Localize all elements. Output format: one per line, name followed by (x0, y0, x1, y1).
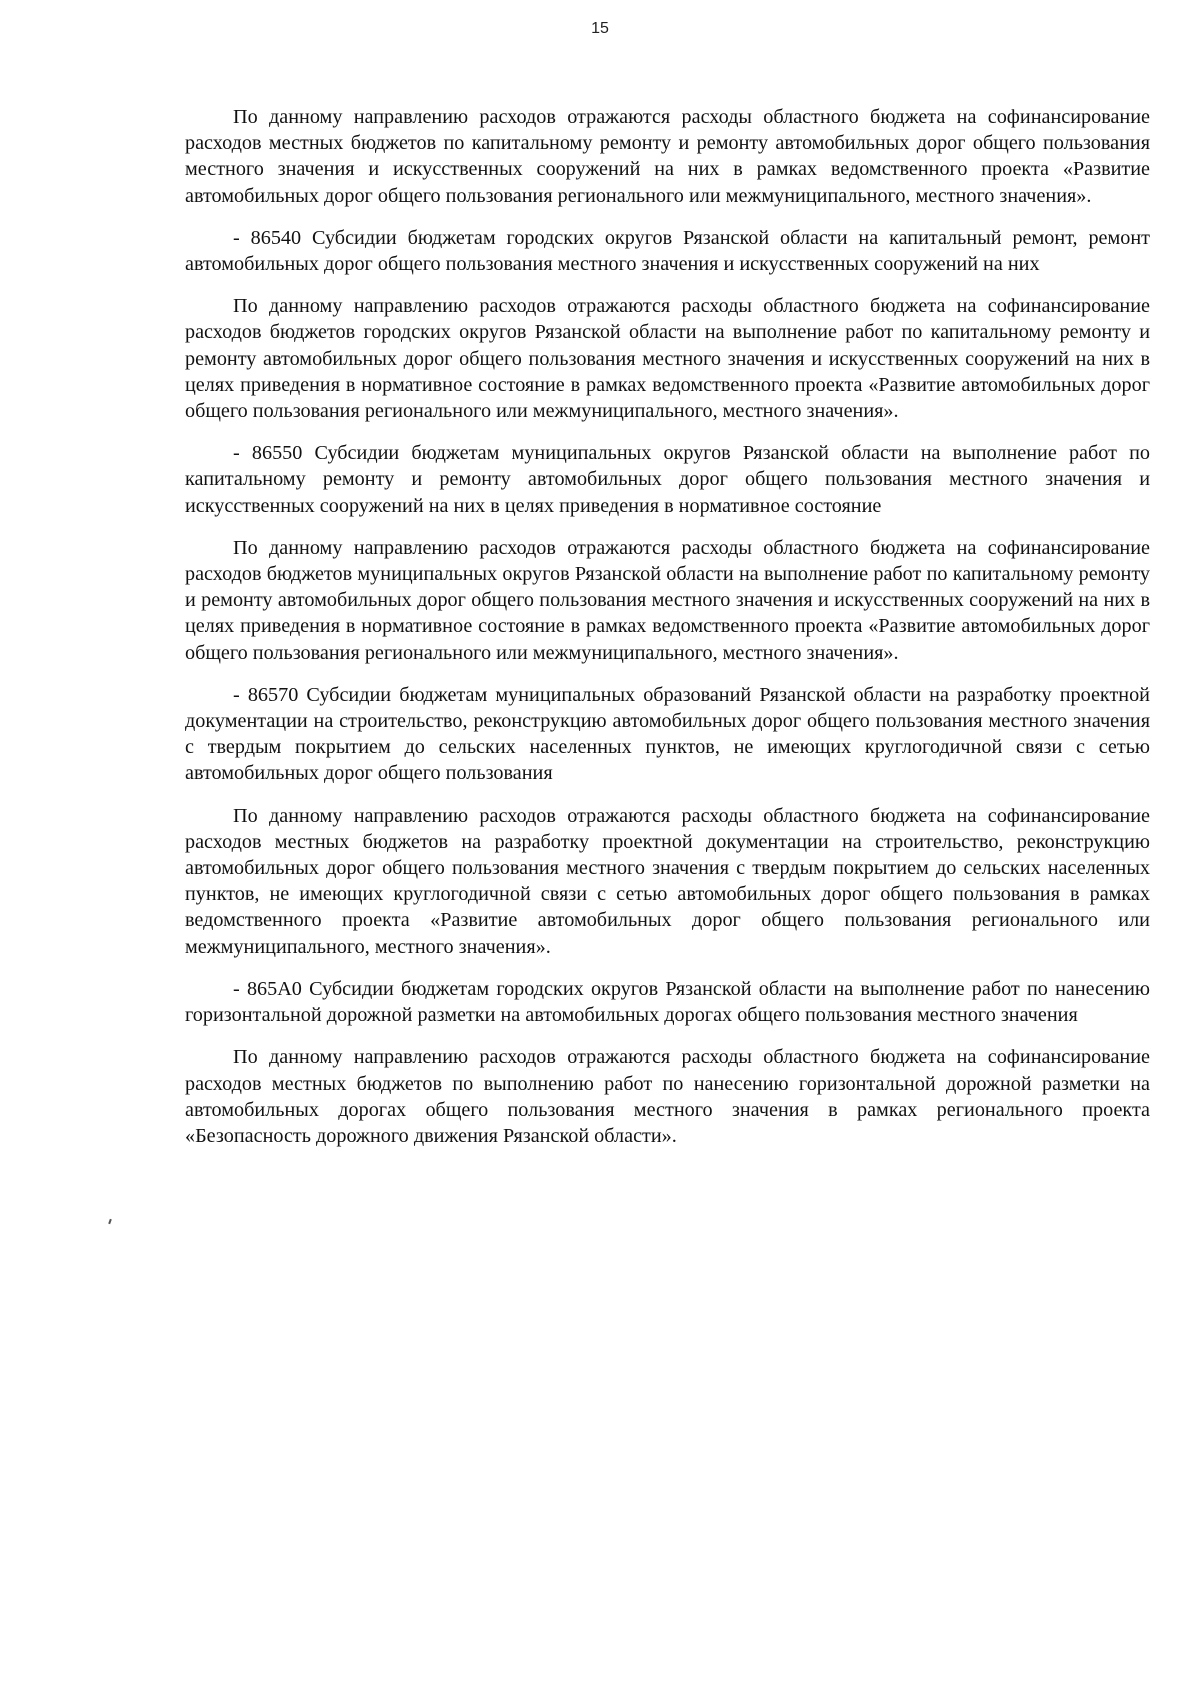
paragraph-description-1: По данному направлению расходов отражаются расходы областного бюджета на софинансирование расходов местных бюджетов по капитальному ремонту и ремонту автомобильных дорог общего пользования местного значения и искусственных сооружений на них в рамках ведомственного проекта «Развитие автомобильных дорог общего пользования регионального или межмуниципального, местного значения». (185, 106, 1150, 207)
paragraph-item-86540: - 86540 Субсидии бюджетам городских округов Рязанской области на капитальный ремонт, ремонт автомобильных дорог общего пользования местного значения и искусственных сооружений на них (185, 226, 1150, 276)
paragraph-item-865a0: - 865А0 Субсидии бюджетам городских округов Рязанской области на выполнение работ по нанесению горизонтальной дорожной разметки на автомобильных дорогах общего пользования местного значения (185, 977, 1150, 1027)
paragraph-description-2: По данному направлению расходов отражаются расходы областного бюджета на софинансирование расходов бюджетов городских округов Рязанской области на выполнение работ по капитальному ремонту и ремонту автомобильных дорог общего пользования местного значения и искусственных сооружений на них в целях приведения в нормативное состояние в рамках ведомственного проекта «Развитие автомобильных дорог общего пользования регионального или межмуниципального, местного значения». (185, 295, 1150, 423)
paragraph-description-3: По данному направлению расходов отражаются расходы областного бюджета на софинансирование расходов бюджетов муниципальных округов Рязанской области на выполнение работ по капитальному ремонту и ремонту автомобильных дорог общего пользования местного значения и искусственных сооружений на них в целях приведения в нормативное состояние в рамках ведомственного проекта «Развитие автомобильных дорог общего пользования регионального или межмуниципального, местного значения». (185, 536, 1150, 664)
page-number: 15 (591, 20, 609, 37)
paragraph-item-86550: - 86550 Субсидии бюджетам муниципальных округов Рязанской области на выполнение работ по капитальному ремонту и ремонту автомобильных дорог общего пользования местного значения и искусственных сооружений на них в целях приведения в нормативное состояние (185, 442, 1150, 517)
paragraph-item-86570: - 86570 Субсидии бюджетам муниципальных образований Рязанской области на разработку проектной документации на строительство, реконструкцию автомобильных дорог общего пользования местного значения с твердым покрытием до сельских населенных пунктов, не имеющих круглогодичной связи с сетью автомобильных дорог общего пользования (185, 683, 1150, 785)
paragraph-description-5: По данному направлению расходов отражаются расходы областного бюджета на софинансирование расходов местных бюджетов по выполнению работ по нанесению горизонтальной дорожной разметки на автомобильных дорогах общего пользования местного значения в рамках регионального проекта «Безопасность дорожного движения Рязанской области». (185, 1046, 1150, 1147)
document-body (185, 104, 1150, 1149)
scan-margin-mark (108, 1219, 112, 1224)
paragraph-description-4: По данному направлению расходов отражаются расходы областного бюджета на софинансирование расходов местных бюджетов на разработку проектной документации на строительство, реконструкцию автомобильных дорог общего пользования местного значения с твердым покрытием до сельских населенных пунктов, не имеющих круглогодичной связи с сетью автомобильных дорог общего пользования в рамках ведомственного проекта «Развитие автомобильных дорог общего пользования регионального или межмуниципального, местного значения». (185, 804, 1150, 958)
